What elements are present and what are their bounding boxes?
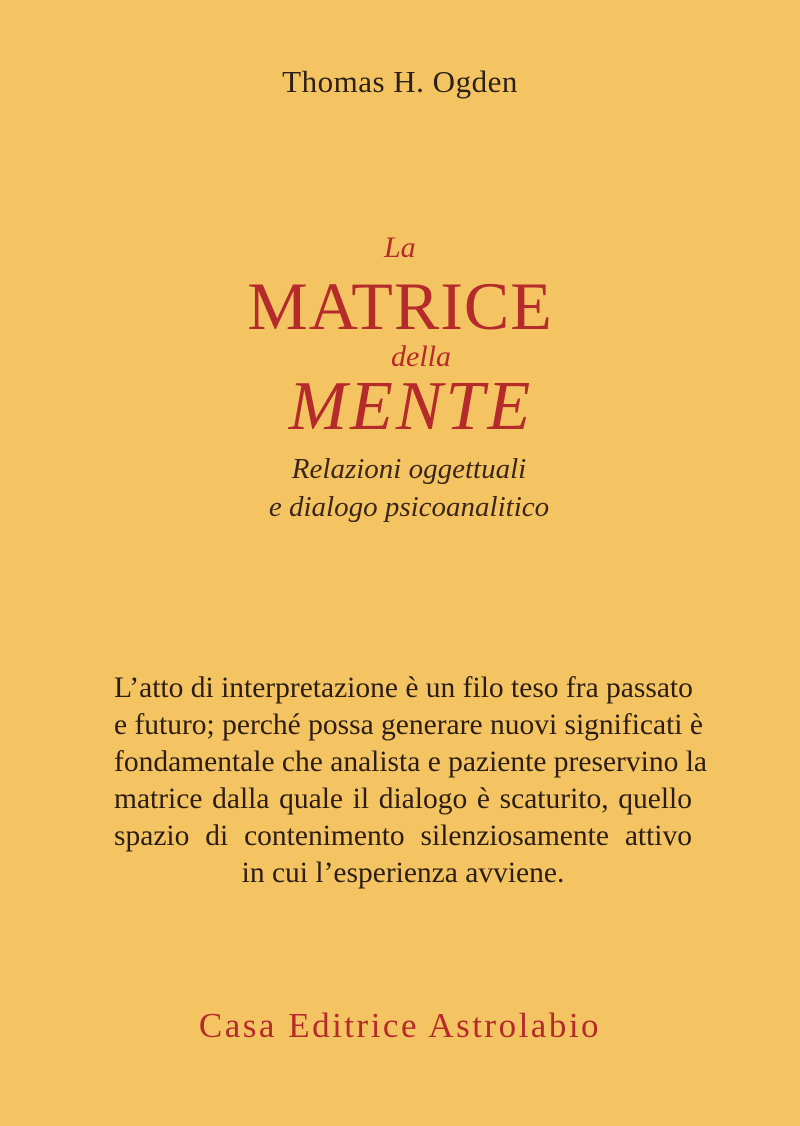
title-second-word: MENTE (288, 368, 534, 445)
title-connector: della (391, 340, 451, 373)
book-subtitle (0, 450, 800, 526)
blurb-line: e futuro; perché possa generare nuovi significati è (114, 709, 703, 741)
subtitle-line: e dialogo psicoanalitico (268, 491, 550, 523)
blurb-line: L’atto di interpretazione è un filo teso fra passato (114, 672, 693, 704)
subtitle-line: Relazioni oggettuali (291, 453, 527, 485)
blurb-line: fondamentale che analista e paziente preservino la (114, 746, 707, 778)
cover-blurb (114, 670, 707, 892)
blurb-line: matrice dalla quale il dialogo è scaturito, quello (114, 783, 692, 815)
title-article: La (384, 231, 416, 264)
blurb-line: in cui l’esperienza avviene. (241, 857, 565, 889)
blurb-line: spazio di contenimento silenziosamente attivo (114, 820, 692, 852)
publisher-name: Casa Editrice Astrolabio (198, 1006, 602, 1045)
author-name: Thomas H. Ogden (282, 64, 518, 99)
title-main-word: MATRICE (247, 268, 553, 344)
